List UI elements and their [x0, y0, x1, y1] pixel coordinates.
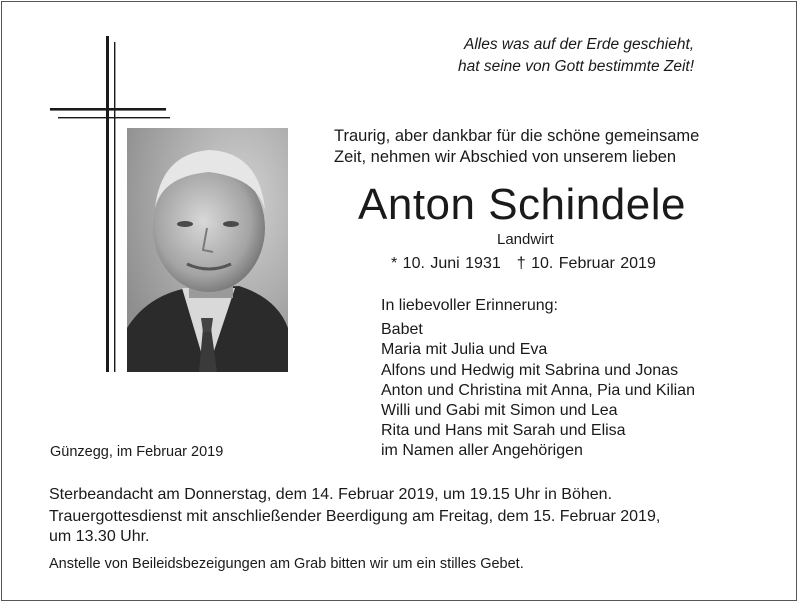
death-date: † 10. Februar 2019: [516, 255, 656, 272]
mourner-line: Willi und Gabi mit Simon und Lea: [381, 402, 618, 420]
mourner-line: Anton und Christina mit Anna, Pia und Kilian: [381, 381, 695, 399]
quote-line-2: hat seine von Gott bestimmte Zeit!: [458, 58, 695, 75]
mourners-heading: In liebevoller Erinnerung:: [381, 297, 558, 314]
birth-date: * 10. Juni 1931: [391, 255, 501, 272]
quote-line-1: Alles was auf der Erde geschieht,: [464, 36, 695, 53]
mourner-line: Rita und Hans mit Sarah und Elisa: [381, 422, 626, 440]
intro-line-1: Traurig, aber dankbar für die schöne gemeinsame: [334, 127, 700, 145]
place-date: Günzegg, im Februar 2019: [50, 444, 224, 460]
life-dates: [391, 255, 656, 273]
deceased-name: Anton Schindele: [358, 180, 686, 229]
mourner-line: im Namen aller Angehörigen: [381, 442, 583, 460]
mourner-line: Maria mit Julia und Eva: [381, 341, 548, 359]
mourners-list: [381, 296, 695, 462]
service-info: [49, 485, 660, 574]
mourner-line: Babet: [381, 321, 423, 339]
intro-text: [334, 126, 699, 168]
condolence-note: Anstelle von Beileidsbezeigungen am Grab bitten wir um ein stilles Gebet.: [49, 556, 524, 572]
bible-quote: [458, 34, 694, 78]
mourner-line: Alfons und Hedwig mit Sabrina und Jonas: [381, 361, 679, 379]
portrait-photo: [127, 128, 288, 372]
service-line-3: um 13.30 Uhr.: [49, 528, 150, 545]
service-line-2: Trauergottesdienst mit anschließender Beerdigung am Freitag, dem 15. Februar 2019,: [49, 508, 661, 525]
intro-line-2: Zeit, nehmen wir Abschied von unserem lieben: [334, 148, 677, 166]
service-line-1: Sterbeandacht am Donnerstag, dem 14. Februar 2019, um 19.15 Uhr in Böhen.: [49, 486, 613, 503]
deceased-occupation: Landwirt: [497, 231, 554, 248]
